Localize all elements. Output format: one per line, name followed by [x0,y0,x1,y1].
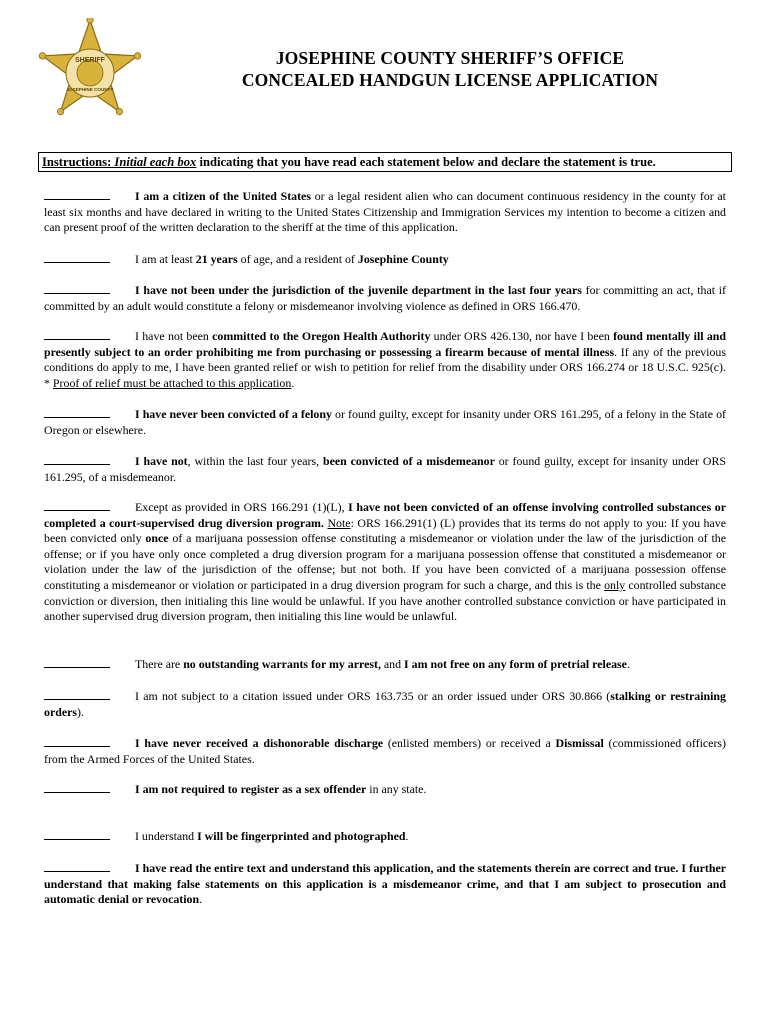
badge-top-text: SHERIFF [75,57,105,64]
initial-field[interactable] [44,285,110,294]
title-line-2: CONCEALED HANDGUN LICENSE APPLICATION [241,70,659,90]
instructions-lead: Instructions: [42,155,115,169]
initial-field[interactable] [44,331,110,340]
instructions-emphasis: Initial each box [114,155,197,169]
instructions-box [38,152,732,172]
initial-field[interactable] [44,831,110,840]
statement-stalking: I am not subject to a citation issued under ORS 163.735 or an order issued under ORS 30.866 (stalking or restraining orders). [44,689,726,719]
initial-field[interactable] [44,409,110,418]
initial-field[interactable] [44,659,110,668]
initial-field[interactable] [44,738,110,747]
initial-field[interactable] [44,863,110,872]
title-line-1: JOSEPHINE COUNTY SHERIFF’S OFFICE [275,48,625,68]
statement-warrants: There are no outstanding warrants for my arrest, and I am not free on any form of pretrial release. [44,657,726,673]
instructions-text: indicating that you have read each statement below and declare the statement is true. [196,155,656,169]
statement-felony: I have never been convicted of a felony or found guilty, except for insanity under ORS 161.295, of a felony in the State of Oregon or elsewhere. [44,407,726,437]
initial-field[interactable] [44,691,110,700]
statement-juvenile: I have not been under the jurisdiction of the juvenile department in the last four years for committing an act, that if committed by an adult would constitute a felony or misdemeanor involving violence as defined in ORS 166.470. [44,283,726,313]
statement-citizenship: I am a citizen of the United States or a legal resident alien who can document continuous residency in the county for at least six months and have declared in writing to the United States Citizenship and Immigration Services my intention to become a citizen and can present proof of the written declaration to the sheriff at the time of this application. [44,189,726,235]
statement-attestation: I have read the entire text and understand this application, and the statements therein are correct and true. I further understand that making false statements on this application is a misdemeanor crime, and that I am subject to prosecution and automatic denial or revocation. [44,861,726,907]
initial-field[interactable] [44,502,110,511]
page-title [160,47,740,91]
statement-fingerprints: I understand I will be fingerprinted and photographed. [44,829,726,845]
initial-field[interactable] [44,254,110,263]
statement-age-residency: I am at least 21 years of age, and a resident of Josephine County [44,252,726,268]
sheriff-badge-icon [38,18,142,122]
statement-discharge: I have never received a dishonorable discharge (enlisted members) or received a Dismissal (commissioned officers) from the Armed Forces of the United States. [44,736,726,766]
statement-misdemeanor: I have not, within the last four years, been convicted of a misdemeanor or found guilty, except for insanity under ORS 161.295, of a misdemeanor. [44,454,726,484]
initial-field[interactable] [44,784,110,793]
badge-bottom-text: JOSEPHINE COUNTY [66,87,114,92]
initial-field[interactable] [44,191,110,200]
statement-controlled-substances: Except as provided in ORS 166.291 (1)(L), I have not been convicted of an offense involving controlled substances or completed a court-supervised drug diversion program. Note: ORS 166.291(1) (L) provides that its terms do not apply to you: If you have been convicted only once of a marijuana possession offense constituting a misdemeanor or violation under the law of the jurisdiction of the offense; or if you have only once completed a drug diversion program for a marijuana possession offense that constituted a misdemeanor or violation under the law of the jurisdiction of the offense; but not both. If you have been convicted of a marijuana possession offense constituting a misdemeanor or violation or participated in a drug diversion program for such a charge, and this is the only controlled substance conviction or diversion, then initialing this line would be unlawful. If you have another controlled substance conviction or have participated in another supervised drug diversion program, then initialing this line would be unlawful. [44,500,726,624]
statement-sex-offender: I am not required to register as a sex offender in any state. [44,782,726,798]
initial-field[interactable] [44,456,110,465]
statement-mental-health: I have not been committed to the Oregon Health Authority under ORS 426.130, nor have I been found mentally ill and presently subject to an order prohibiting me from purchasing or possessing a firearm because of mental illness. If any of the previous conditions do apply to me, I have been granted relief or wish to petition for relief from the disability under ORS 166.274 or 18 U.S.C. 925(c). * Proof of relief must be attached to this application. [44,329,726,390]
